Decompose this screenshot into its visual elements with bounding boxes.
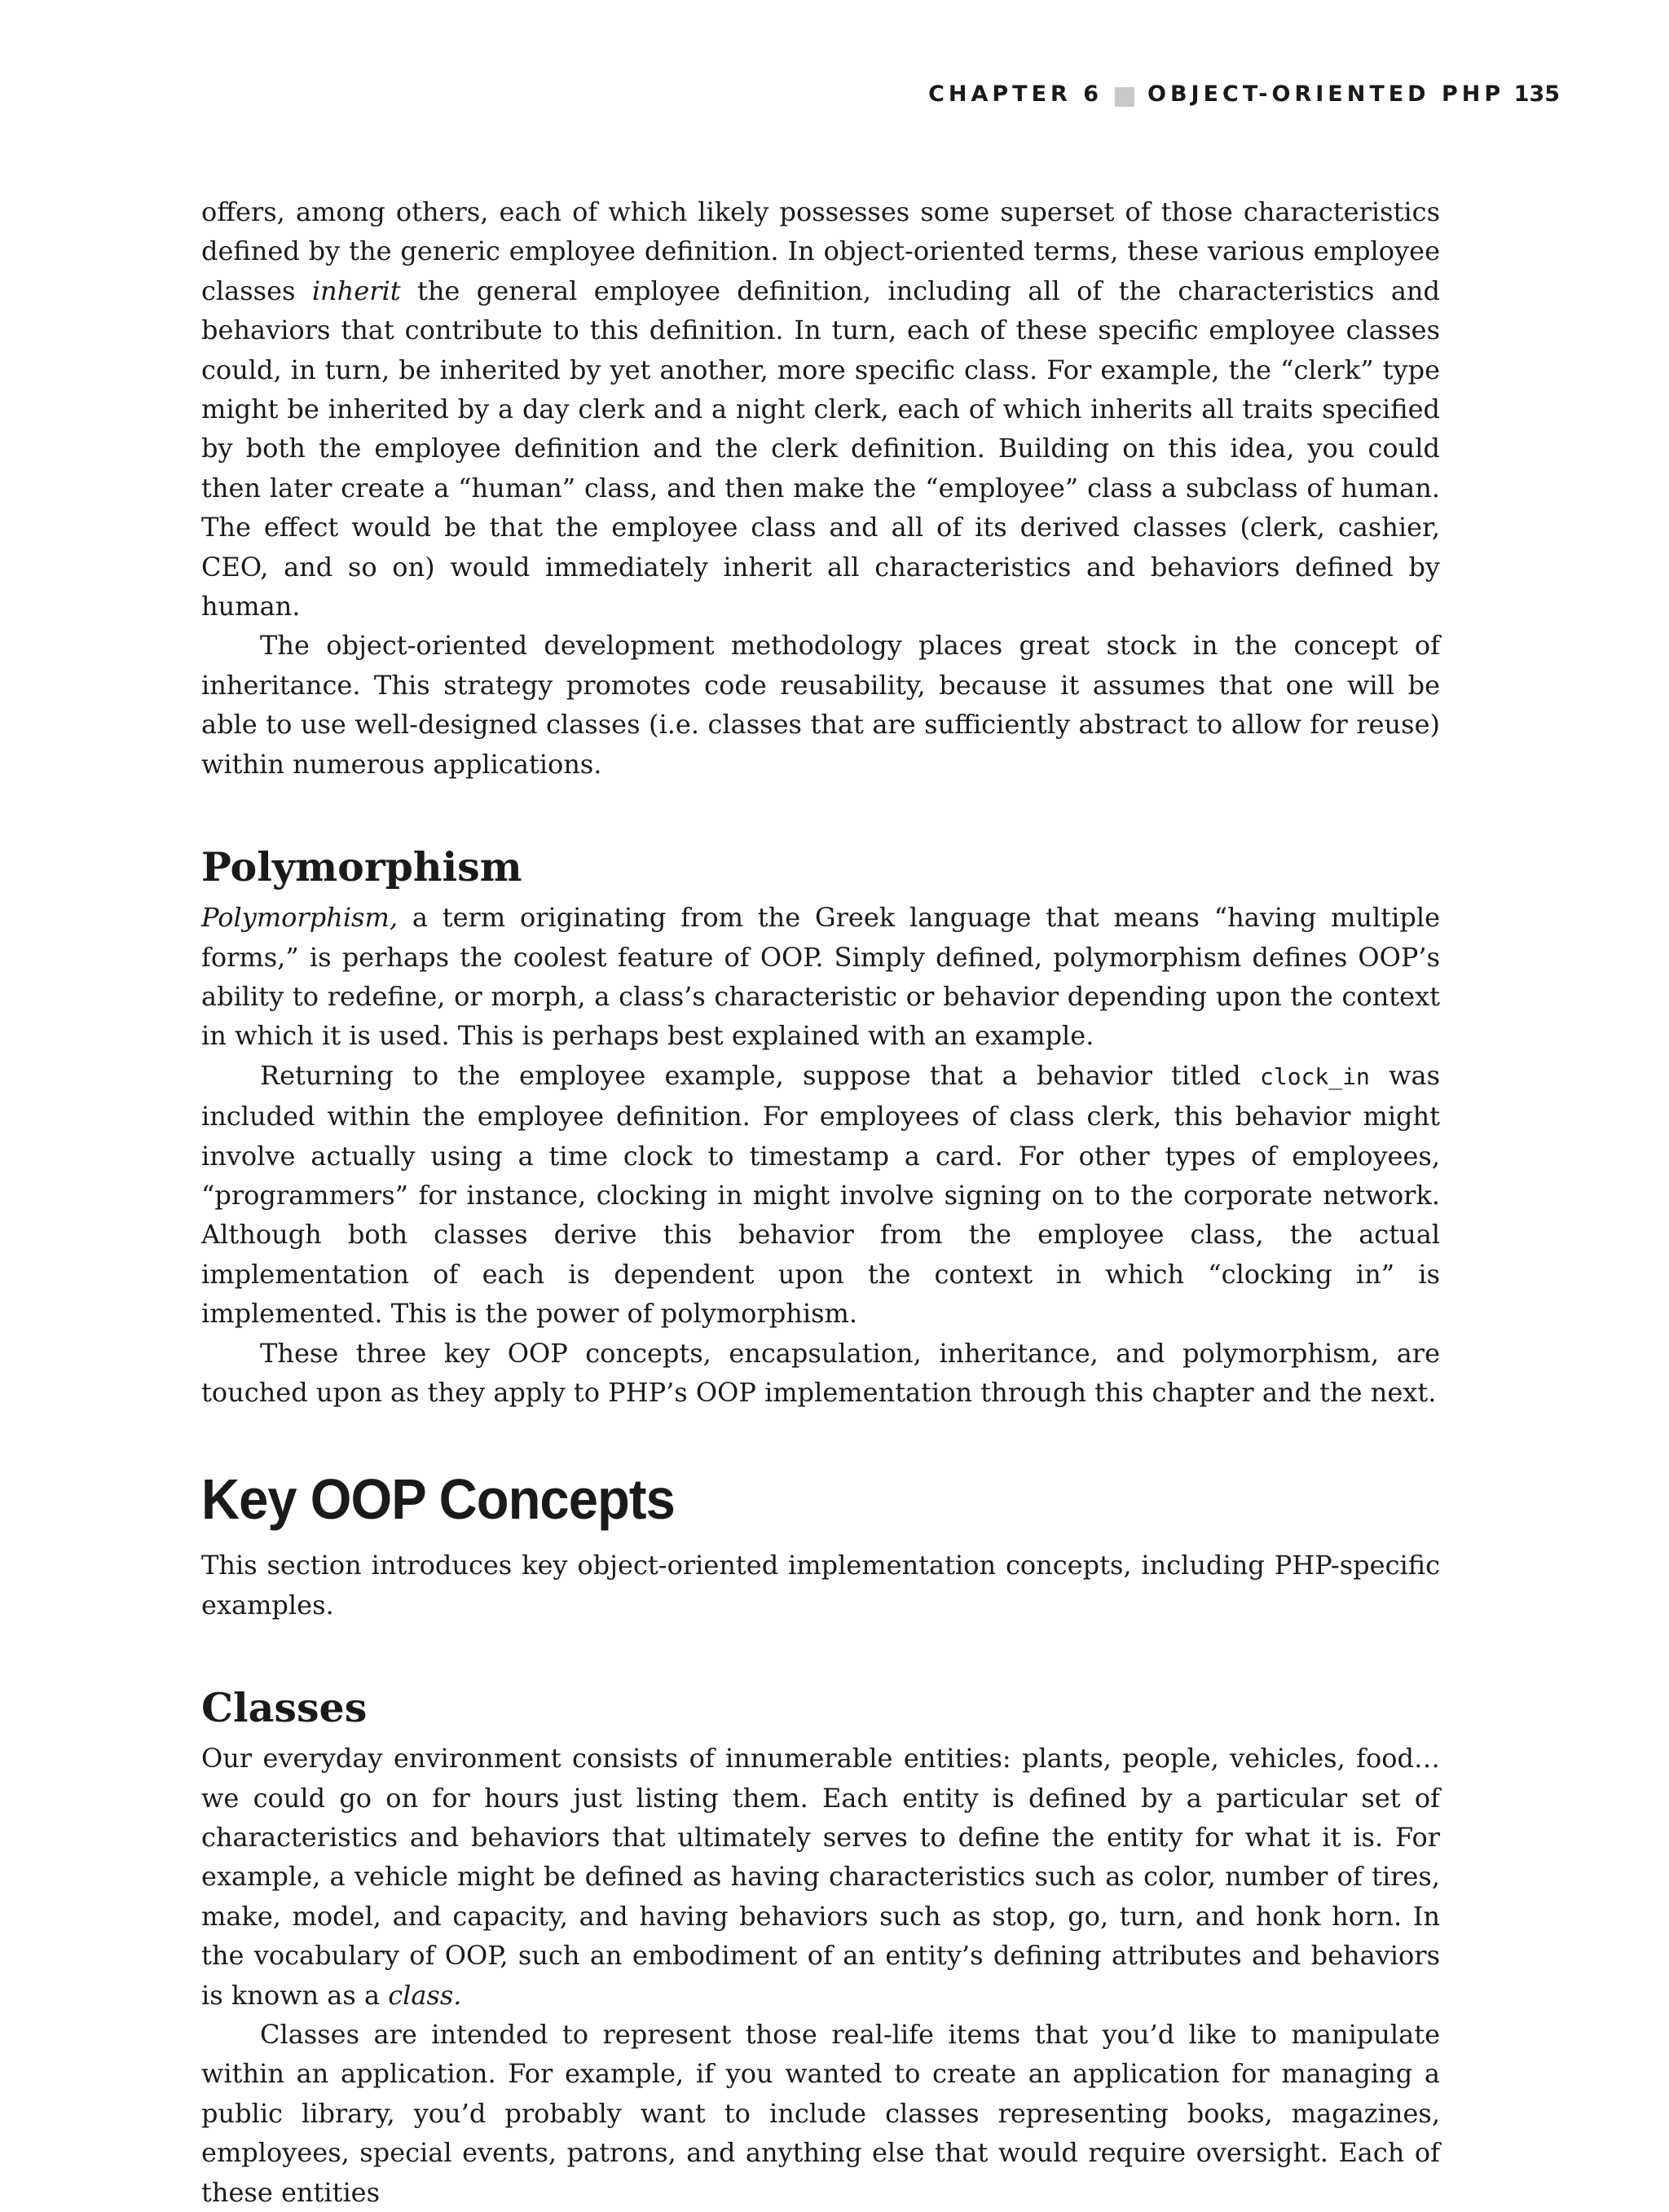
paragraph-polymorphism-example: Returning to the employee example, suppose that a behavior titled clock_in was included within the employee definition. For employees of class clerk, this behavior might involve actually using a time clock to timestamp a card. For other types of employees, “programmers” for instance, clocking in might involve signing on to the corporate network. Although both classes derive this behavior from the employee class, the actual implementation of each is dependent upon the context in which “clocking in” is implemented. This is the power of polymorphism. [201,1059,1441,1330]
header-separator-square [1115,87,1134,107]
code-clock-in: clock_in [1260,1062,1370,1090]
paragraph-key-concepts-intro: This section introduces key object-oriented implementation concepts, including PHP-specific examples. [201,1550,1440,1621]
page-body [201,192,1440,2212]
paragraph-classes-entities: Our everyday environment consists of innumerable entities: plants, people, vehicles, food…we could go on for hours just listing them. Each entity is defined by a particular set of characteristics and behaviors that ultimately serves to define the entity for what it is. For example, a vehicle might be defined as having characteristics such as color, number of tires, make, model, and capacity, and having behaviors such as stop, go, turn, and honk horn. In the vocabulary of OOP, such an embodiment of an entity’s defining attributes and behaviors is known as a class. [201,1743,1440,2011]
paragraph-polymorphism-definition: Polymorphism, a term originating from the Greek language that means “having multiple forms,” is perhaps the coolest feature of OOP. Simply defined, polymorphism defines OOP’s ability to redefine, or morph, a class’s characteristic or behavior depending upon the context in which it is used. This is perhaps best explained with an example. [201,902,1440,1052]
heading-classes: Classes [201,1684,368,1732]
chapter-title: OBJECT-ORIENTED PHP [1147,81,1505,107]
page-number: 135 [1513,81,1560,107]
paragraph-three-concepts: These three key OOP concepts, encapsulation, inheritance, and polymorphism, are touched upon as they apply to PHP’s OOP implementation through this chapter and the next. [201,1337,1440,1408]
heading-polymorphism: Polymorphism [201,843,522,891]
running-head [0,81,1669,114]
paragraph-inheritance-reuse: The object-oriented development methodology places great stock in the concept of inheritance. This strategy promotes code reusability, because it assumes that one will be able to use well-designed classes (i.e. classes that are sufficiently abstract to allow for reuse) within numerous applications. [201,630,1440,780]
chapter-label: CHAPTER 6 [928,81,1103,107]
paragraph-classes-application: Classes are intended to represent those real-life items that you’d like to manipulate within an application. For example, if you wanted to create an application for managing a public library, you’d probably want to include classes representing books, magazines, employees, special events, patrons, and anything else that would require oversight. Each of these entities [201,2019,1440,2208]
paragraph-inheritance-continued: offers, among others, each of which likely possesses some superset of those characteristics defined by the generic employee definition. In object-oriented terms, these various employee classes inherit the general employee definition, including all of the characteristics and behaviors that contribute to this definition. In turn, each of these specific employee classes could, in turn, be inherited by yet another, more specific class. For example, the “clerk” type might be inherited by a day clerk and a night clerk, each of which inherits all traits specified by both the employee definition and the clerk definition. Building on this idea, you could then later create a “human” class, and then make the “employee” class a subclass of human. The effect would be that the employee class and all of its derived classes (clerk, cashier, CEO, and so on) would immediately inherit all characteristics and behaviors defined by human. [201,196,1441,622]
heading-key-oop-concepts: Key OOP Concepts [201,1467,675,1532]
